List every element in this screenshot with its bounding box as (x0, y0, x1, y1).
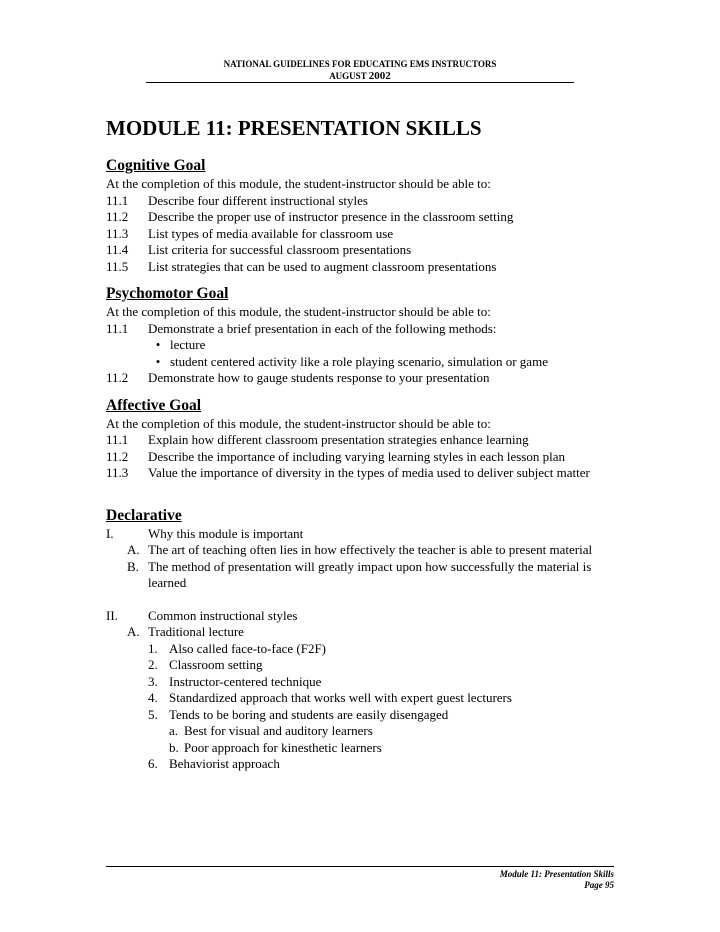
roman-numeral: II. (106, 607, 118, 623)
item-text: The art of teaching often lies in how effectively the teacher is able to present material (148, 542, 593, 557)
item-number: 11.1 (106, 192, 129, 208)
bullet-icon: • (155, 353, 161, 369)
item-text: List types of media available for classroom use (148, 225, 394, 241)
psychomotor-intro: At the completion of this module, the student-instructor should be able to: (106, 304, 491, 319)
header-year: 2002 (368, 70, 391, 82)
item-marker: A. (127, 542, 140, 557)
bullet-text: lecture (170, 337, 206, 352)
item-marker: B. (127, 558, 139, 574)
cognitive-item (106, 209, 606, 226)
item-text: Tends to be boring and students are easily disengaged (169, 706, 449, 722)
item-marker: a. (169, 723, 179, 738)
page-footer (400, 869, 614, 891)
cognitive-item (106, 193, 606, 210)
item-text: Describe four different instructional styles (148, 192, 368, 208)
item-text: Describe the importance of including varying learning styles in each lesson plan (148, 448, 565, 464)
outline-subsubitem (106, 740, 606, 757)
item-text: List strategies that can be used to augment classroom presentations (148, 258, 497, 274)
header-date (146, 70, 574, 82)
affective-item (106, 449, 606, 466)
outline-section (106, 526, 606, 543)
item-text: List criteria for successful classroom presentations (148, 242, 412, 257)
outline-item (106, 624, 606, 641)
declarative-heading: Declarative (106, 506, 182, 524)
item-number: 11.1 (106, 432, 129, 447)
footer-divider (106, 866, 614, 867)
outline-item (106, 559, 606, 592)
outline-subitem (106, 641, 606, 658)
document-body (106, 156, 606, 773)
outline-subitem (106, 674, 606, 691)
item-number: 11.2 (106, 370, 129, 385)
affective-intro: At the completion of this module, the student-instructor should be able to: (106, 415, 491, 431)
item-marker: A. (127, 624, 140, 639)
item-number: 11.1 (106, 320, 129, 336)
item-number: 11.4 (106, 242, 129, 257)
item-text: Describe the proper use of instructor presence in the classroom setting (148, 209, 514, 224)
item-text: Poor approach for kinesthetic learners (184, 739, 382, 755)
item-text: Behaviorist approach (169, 756, 280, 771)
header-divider (146, 82, 574, 83)
cognitive-item (106, 226, 606, 243)
psychomotor-goal-heading: Psychomotor Goal (106, 285, 229, 302)
item-number: 11.3 (106, 225, 129, 241)
item-number: 11.3 (106, 465, 129, 480)
outline-section (106, 608, 606, 625)
section-title: Why this module is important (148, 525, 304, 541)
outline-subitem (106, 756, 606, 773)
header-month: AUGUST (329, 71, 367, 81)
item-marker: 5. (148, 706, 158, 722)
item-text: The method of presentation will greatly impact upon how successfully the material is learned (148, 558, 592, 590)
item-marker: 3. (148, 673, 158, 689)
item-text: Demonstrate how to gauge students response to your presentation (148, 370, 490, 385)
outline-subitem (106, 690, 606, 707)
outline-item (106, 542, 606, 559)
cognitive-goal-heading: Cognitive Goal (106, 157, 206, 174)
item-number: 11.2 (106, 209, 129, 224)
item-text: Best for visual and auditory learners (184, 723, 373, 738)
cognitive-item (106, 259, 606, 276)
affective-goal-heading: Affective Goal (106, 396, 202, 414)
cognitive-intro: At the completion of this module, the student-instructor should be able to: (106, 176, 491, 191)
item-text: Classroom setting (169, 657, 263, 672)
footer-page-number: Page 95 (584, 880, 614, 890)
item-text: Explain how different classroom presentation strategies enhance learning (148, 432, 529, 447)
item-marker: b. (169, 739, 179, 755)
item-text: Traditional lecture (148, 624, 244, 639)
item-text: Demonstrate a brief presentation in each of the following methods: (148, 320, 497, 336)
bullet-icon: • (155, 337, 161, 352)
item-text: Also called face-to-face (F2F) (169, 640, 327, 656)
item-marker: 4. (148, 690, 158, 705)
item-text: Value the importance of diversity in the types of media used to deliver subject matter (148, 465, 590, 480)
item-text: Instructor-centered technique (169, 673, 322, 689)
item-number: 11.5 (106, 258, 129, 274)
footer-module-name: Module 11: Presentation Skills (499, 869, 614, 879)
affective-item (106, 432, 606, 449)
item-marker: 2. (148, 657, 158, 672)
item-text: Standardized approach that works well with expert guest lecturers (169, 690, 512, 705)
header-title: NATIONAL GUIDELINES FOR EDUCATING EMS INSTRUCTORS (223, 59, 497, 69)
page-header (146, 58, 574, 82)
item-marker: 1. (148, 640, 158, 656)
item-marker: 6. (148, 756, 158, 771)
psychomotor-item (106, 370, 606, 387)
outline-subsubitem (106, 723, 606, 740)
item-number: 11.2 (106, 448, 129, 464)
bullet-item (106, 354, 606, 371)
outline-subitem (106, 657, 606, 674)
psychomotor-item (106, 321, 606, 338)
module-title: MODULE 11: PRESENTATION SKILLS (106, 116, 482, 140)
bullet-item (106, 337, 606, 354)
bullet-text: student centered activity like a role playing scenario, simulation or game (170, 353, 548, 369)
affective-item (106, 465, 606, 482)
cognitive-item (106, 242, 606, 259)
outline-subitem (106, 707, 606, 724)
roman-numeral: I. (106, 525, 114, 541)
section-title: Common instructional styles (148, 607, 298, 623)
